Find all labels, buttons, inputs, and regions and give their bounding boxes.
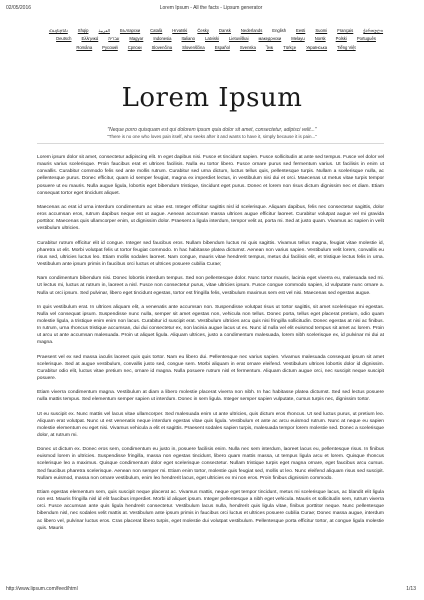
language-link[interactable]: Svenska [239,44,256,50]
language-link[interactable]: Latviski [205,36,219,42]
language-link[interactable]: Српски [127,44,142,50]
divider [37,143,384,144]
lorem-text [37,154,384,574]
language-link[interactable]: Româna [76,44,93,50]
language-link[interactable]: ‫العربية [98,28,110,33]
page-number: 1/13 [406,586,416,592]
paragraph: Nam condimentum bibendum nisi. Donec lobortis interdum tempus. Sed non pellentesque dolor. Nunc tortor mauris, lacinia eget viverra eu, malesuada sed mi. Ut lectus mi, luctus at rutrum in, laoreet a nisl. Fusce non consectetur purus, vitae ultricies ipsum. Fusce congue commodo sapien, id vulputate nunc ornare a. Nulla ut orci ipsum. Sed pulvinar, libero eget tincidunt egestas, tortor est fringilla felis, vestibulum maximus sem est vel nisi. Maecenas sed egestas augue. [37,276,384,296]
language-link[interactable]: Dansk [219,28,231,33]
language-link[interactable]: Polski [335,36,347,42]
language-link[interactable]: Slovenščina [182,44,205,50]
quote-translation: "There is no one who loves pain itself, who seeks after it and wants to have it, simply because it is pain..." [107,134,317,139]
language-link[interactable]: ไทย [265,44,274,50]
language-link[interactable]: Indonesia [153,36,172,42]
language-link[interactable]: Česky [197,28,209,33]
language-link[interactable]: Italiano [181,36,195,42]
print-header [6,5,416,14]
paragraph: In quis vestibulum erat. In ultrices aliquam elit, a venenatis ante accumsan non. Suspendisse volutpat risus ut tortor sagittis, sit amet scelerisque mi egestas. Nulla vel consequat ipsum. Suspendisse nunc nulla, semper sit amet egestas non, vehicula non tellus. Donec porta, tellus eget placerat pretium, odio quam molestie ligula, a tristique enim enim non lacus. Curabitur id suscipit erat. Vestibulum ultricies arcu quis nisi fringilla sollicitudin. Donec egestas at nisi ac finibus. In rutrum, urna rhoncus tristique accumsan, dui dui consectetur ex, non lacinia augue lacus ut ex. Nunc id nulla vel elit euismod tempus sit amet ac lorem. Proin ut arcu ut ante accumsan malesuada. Proin ut aliquet ligula. Aliquam ultrices, justo a condimentum malesuada, lorem nibh scelerisque ex, id pulvinar mi dui at magna. [37,304,384,346]
latin-quote: "Neque porro quisquam est qui dolorem ipsum quia dolor sit amet, consectetur, adipisci velit..." [107,127,317,133]
language-link[interactable]: Norsk [314,36,326,42]
language-link[interactable]: Français [337,28,354,33]
paragraph: Etiam egestas elementum sem, quis suscipit neque placerat ac. Vivamus mattis, neque eget tempor tincidunt, metus mi scelerisque lacus, ac blandit elit ligula non est. Mauris fringilla nisl id elit faucibus imperdiet. Morbi id aliquet ipsum. Integer pellentesque a nibh eget vehicula. Mauris et sollicitudin sem, rutrum viverra orci. Fusce accumsan ante quis ligula hendrerit consectetur. Vestibulum lacus nulla, hendrerit quis ligula vitae, finibus porttitor neque. Nunc pellentesque bibendum nisl, nec sodales velit mattis at. Vestibulum ante ipsum primis in faucibus orci luctus et ultrices posuere cubilia Curae; Donec massa augue, interdum ac libero vel, pulvinar luctus eros. Cras placerat libero turpis, eget molestie dui volutpat vestibulum. Pellentesque porta efficitur tortor, at congue ligula molestie quis. Mauris [37,489,384,531]
language-link[interactable]: Deutsch [56,36,72,42]
language-links [40,27,392,52]
language-link[interactable]: Eesti [296,28,306,33]
language-link[interactable]: Lietuviškai [228,36,249,42]
paragraph: Etiam viverra condimentum magna. Vestibulum at diam a libero molestie placerat viverra non nibh. In hac habitasse platea dictumst. Sed sed lectus posuere nulla mattis tempus. Sed elementum semper sapien ut interdum. Donec in sem ligula. Integer semper sapien vulputate, cursus turpis nec, dignissim tortor. [37,390,384,403]
language-link: English [272,28,287,33]
language-link[interactable]: Türkçe [283,44,297,50]
language-link[interactable]: Pyccкий [102,44,118,50]
language-link[interactable]: Español [214,44,230,50]
paragraph: Praesent vel ex sed massa iaculis laoreet quis quis tortor. Nam eu libero dui. Pellentesque nec varius sapien. Vivamus malesuada consequat ipsum sit amet scelerisque. Sed at augue vestibulum, convallis justo sed, congue sem. Morbi aliquam in erat ornare eleifend. Vestibulum ultrices lobortis dolor id dignissim. Curabitur odio elit, luctus vitae pretium nec, ornare id magna. Nulla posuere rutrum nisl et fermentum. Aliquam dictum augue orci, nec suscipit neque suscipit posuere. [37,354,384,382]
print-date: 02/05/2016 [6,5,32,11]
language-link[interactable]: Tiếng Việt [337,44,356,50]
paragraph: Lorem ipsum dolor sit amet, consectetur adipiscing elit. In eget dapibus nisi. Fusce et tincidunt sapien. Fusce sollicitudin at ante sed tempus. Fusce vel dolor vel mauris varius scelerisque. Proin faucibus erat et ultrices facilisis. Nulla eu tortor libero. Fusce ornare purus sed fermentum varius. Ut facilisis in enim ut convallis. Curabitur commodo felis sed ante mollis rutrum. Curabitur sed urna dictum, luctus tellus quis, pellentesque turpis. Nullam a scelerisque nulla, ac pellentesque purus. Donec efficitur, quam id semper feugiat, magna ex imperdiet lectus, in vestibulum nisi dui et orci. Maecenas ut metus vitae turpis tempor posuere ut eu mauris. Nulla augue ligula, lobortis eget bibendum tristique, tincidunt eget purus. Donec et lorem non risus dictum dignissim nec et diam. Etiam consequat tortor eget tincidunt aliquet. [37,155,384,196]
print-title: Lorem Ipsum - All the facts - Lipsum generator [159,5,263,11]
language-link[interactable]: македонски [258,36,282,42]
language-link[interactable]: Melayu [291,36,305,42]
language-link[interactable]: Magyar [129,36,144,42]
language-link[interactable]: Hrvatski [172,28,188,33]
language-link[interactable]: ‫עברית [108,36,120,42]
language-link[interactable]: Suomi [315,28,328,33]
paragraph: Maecenas ac erat id urna interdum condimentum ac vitae est. Integer efficitur sagittis nisl id scelerisque. Aliquam dapibus, felis nec consectetur sagittis, dolor eros accumsan eros, rutrum dapibus neque est ut augue. Aenean accumsan massa ultrices augue efficitur laoreet. Curabitur volutpat augue vel mi gravida porttitor. Maecenas quis ullamcorper enim, ut dignissim dolor. Praesent a ligula interdum, tempor velit at, porta mi. Sed at justo quam. Vivamus ac sapien in velit vestibulum ultricies. [37,204,384,232]
print-footer [6,586,416,594]
print-url: http://www.lipsum.com/feed/html [6,586,78,592]
language-link[interactable]: Български [119,28,141,33]
paragraph: Ut eu suscipit ex. Nunc mattis vel lacus vitae ullamcorper. Sed malesuada enim ut ante ultricies, quis dictum eros rhoncus. Ut sed luctus purus, ut pretium leo. Aliquam erat volutpat. Nunc ut est venenatis neque interdum egestas vitae quis ligula. Vestibulum et ante ac arcu euismod rutrum. Nunc at neque eu sapien molestie elementum eu eget nisi. Vivamus vehicula a elit et sagittis. Praesent sodales sapien turpis, malesuada tempor lorem molestie sed. Donec a scelerisque dolor, at rutrum mi. [37,411,384,438]
language-link[interactable]: Հայերեն [48,28,68,33]
language-link[interactable]: Slovenčina [151,44,173,50]
language-link[interactable]: Nederlands [240,28,263,33]
language-link[interactable]: ქართული [363,28,384,33]
site-logo: Lorem Ipsum [121,83,303,113]
language-link[interactable]: Shqip [77,28,89,33]
paragraph: Curabitur rutrum efficitur elit id congue. Integer sed faucibus eros. Nullam bibendum luctus mi quis sagittis. Vivamus tellus magna, feugiat vitae molestie id, pharetra ut elit. Morbi volutpat felis ut tortor feugiat commodo. In hac habitasse platea dictumst. Aenean non varius sapien. Vestibulum velit lorem, convallis eu risus sed, ultricies luctus leo. Etiam mollis sodales laoreet. Nam congue, mauris vitae hendrerit tempus, metus dui facilisis elit, et tristique lectus felis in urna. Vestibulum ante ipsum primis in faucibus orci luctus et ultrices posuere cubilia Curae; [37,240,384,268]
language-link[interactable]: Português [356,36,376,42]
language-link[interactable]: Català [150,28,163,33]
language-link[interactable]: Українська [306,44,328,50]
paragraph: Donec ut dictum ex. Donec eros sem, condimentum eu justo in, posuere facilisis enim. Nulla nec sem interdum, laoreet lacus eu, pellentesque risus. In finibus euismod lorem in ultricies. Suspendisse fringilla, massa non egestas tincidunt, libero quam mattis massa, ut tempus ligula arcu et lorem. Quisque rhoncus scelerisque leo a maximus. Quisque condimentum dolor eget scelerisque consectetur. Nullam tristique turpis eget magna ornare, eget faucibus arcu cursus. Sed faucibus pharetra scelerisque. Aenean non semper mi. Etiam enim tortor, molestie quis feugiat sed, mollis ut leo. Nunc eleifend aliquam risus sed suscipit. Nullam euismod, massa non ornare vestibulum, enim leo hendrerit lacus, eget ultricies ex mi non eros. Proin finibus dignissim commodo. [37,447,384,481]
language-link[interactable]: Ελληνικά [81,36,99,42]
